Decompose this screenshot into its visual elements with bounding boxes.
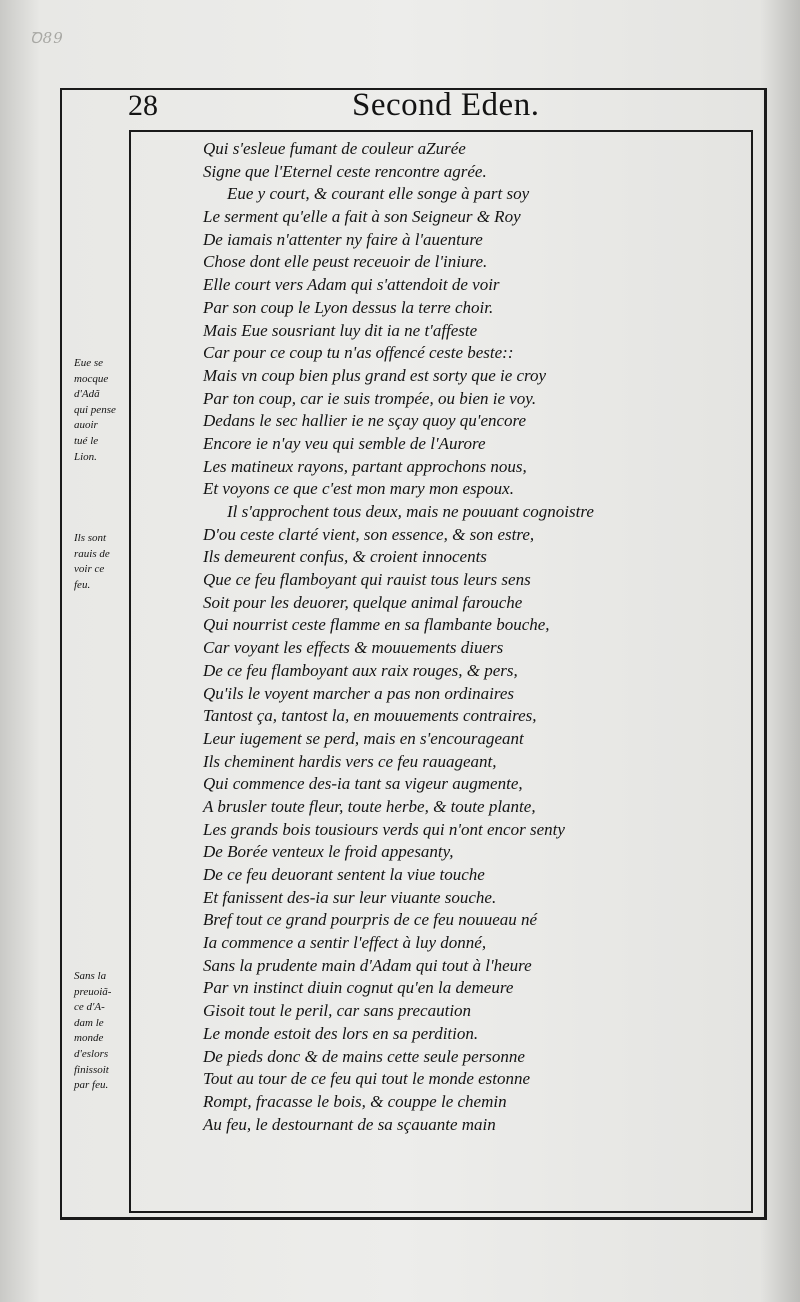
margin-note-line: Eue se xyxy=(74,357,104,369)
header-rule xyxy=(129,130,753,132)
margin-note-line: finissoit xyxy=(74,1063,109,1076)
page-number: 28 xyxy=(128,89,158,122)
margin-note-line: d'eslors xyxy=(74,1047,109,1060)
verse-line: Au feu, le destournant de sa sçauante main xyxy=(203,1114,496,1134)
verse-line: Sans la prudente main d'Adam qui tout à l'heure xyxy=(203,955,532,975)
running-head: Second Eden. xyxy=(352,87,540,123)
verse-line: Le serment qu'elle a fait à son Seigneur & Roy xyxy=(203,207,521,227)
verse-line: De pieds donc & de mains cette seule personne xyxy=(203,1046,525,1066)
margin-note-line: Lion. xyxy=(74,450,97,463)
verse-line: Dedans le sec hallier ie ne sçay quoy qu'encore xyxy=(203,411,527,431)
margin-note-line: feu. xyxy=(74,578,91,591)
verse-line: Les matineux rayons, partant approchons nous, xyxy=(203,456,527,476)
verse-line: Gisoit tout le peril, car sans precaution xyxy=(203,1001,472,1021)
verse-line: Qui s'esleue fumant de couleur aZurée xyxy=(203,139,466,158)
margin-note-line: rauis de xyxy=(74,547,110,560)
verse-line: Les grands bois tousiours verds qui n'ont encor senty xyxy=(203,819,565,839)
margin-note-eve-mocks xyxy=(74,356,126,465)
handwritten-mark: Ꝺ89 xyxy=(30,29,64,47)
verse-line: D'ou ceste clarté vient, son essence, & son estre, xyxy=(203,524,535,544)
verse-line: Par vn instinct diuin cognut qu'en la demeure xyxy=(203,978,514,998)
verse-line: Tout au tour de ce feu qui tout le monde estonne xyxy=(203,1069,531,1089)
verse-line: Qu'ils le voyent marcher a pas non ordinaires xyxy=(203,683,515,703)
verse-line: Chose dont elle peust receuoir de l'iniure. xyxy=(203,252,488,272)
margin-note-fire-amazed xyxy=(74,531,126,593)
verse-line: Par ton coup, car ie suis trompée, ou bien ie voy. xyxy=(203,388,537,408)
margin-note-line: qui pense xyxy=(74,403,116,416)
margin-note-adam-prevents xyxy=(74,969,126,1094)
verse-line: De iamais n'attenter ny faire à l'auenture xyxy=(203,229,483,249)
verse-line: Leur iugement se perd, mais en s'encourageant xyxy=(203,728,524,748)
verse-line: Rompt, fracasse le bois, & couppe le chemin xyxy=(203,1091,507,1111)
verse-line: Eue y court, & courant elle songe à part soy xyxy=(227,184,530,204)
verse-line: Mais Eue sousriant luy dit ia ne t'affeste xyxy=(203,320,478,340)
margin-note-line: dam le xyxy=(74,1016,104,1029)
verse-line: De Borée venteux le froid appesanty, xyxy=(203,842,454,862)
margin-note-line: tué le xyxy=(74,434,99,447)
verse-line: Elle court vers Adam qui s'attendoit de voir xyxy=(203,275,500,295)
margin-note-line: preuoiã- xyxy=(74,985,112,998)
margin-note-line: d'Adã xyxy=(74,388,100,401)
margin-note-line: mocque xyxy=(74,372,109,385)
margin-note-line: Sans la xyxy=(74,970,107,982)
verse-line: Il s'approchent tous deux, mais ne pouuant cognoistre xyxy=(227,502,594,521)
margin-note-line: Ils sont xyxy=(74,532,107,544)
verse-line: Que ce feu flamboyant qui rauist tous leurs sens xyxy=(203,570,531,590)
margin-note-line: par feu. xyxy=(74,1079,109,1092)
verse-line: A brusler toute fleur, toute herbe, & toute plante, xyxy=(203,796,536,816)
verse-line: Mais vn coup bien plus grand est sorty que ie croy xyxy=(203,365,547,385)
verse-line: Encore ie n'ay veu qui semble de l'Aurore xyxy=(203,433,486,453)
verse-line: Qui nourrist ceste flamme en sa flambante bouche, xyxy=(203,615,550,635)
verse-line: De ce feu deuorant sentent la viue touche xyxy=(203,865,485,884)
verse-line: Et fanissent des-ia sur leur viuante souche. xyxy=(203,887,497,907)
verse-line: Par son coup le Lyon dessus la terre choir. xyxy=(203,297,494,317)
verse-line: Qui commence des-ia tant sa vigeur augmente, xyxy=(203,774,523,794)
verse-text-block xyxy=(203,138,623,1136)
margin-note-line: voir ce xyxy=(74,563,105,576)
verse-line: Ils cheminent hardis vers ce feu rauageant, xyxy=(203,751,497,771)
verse-line: Tantost ça, tantost la, en mouuements contraires, xyxy=(203,706,537,726)
margin-note-line: ce d'A- xyxy=(74,1001,105,1014)
verse-line: Bref tout ce grand pourpris de ce feu nouueau né xyxy=(203,910,538,930)
verse-line: Car voyant les effects & mouuements diuers xyxy=(203,638,504,658)
verse-line: Et voyons ce que c'est mon mary mon espoux. xyxy=(203,479,514,499)
verse-line: De ce feu flamboyant aux raix rouges, & pers, xyxy=(203,660,518,680)
verse-line: Signe que l'Eternel ceste rencontre agrée. xyxy=(203,161,487,181)
verse-line: Soit pour les deuorer, quelque animal farouche xyxy=(203,592,523,612)
margin-note-line: monde xyxy=(74,1032,104,1045)
verse-line: Ia commence a sentir l'effect à luy donné, xyxy=(203,933,487,953)
verse-line: Le monde estoit des lors en sa perdition. xyxy=(203,1023,479,1043)
margin-note-line: auoir xyxy=(74,419,98,432)
verse-line: Car pour ce coup tu n'as offencé ceste beste:: xyxy=(203,343,514,363)
verse-line: Ils demeurent confus, & croient innocents xyxy=(203,547,487,567)
